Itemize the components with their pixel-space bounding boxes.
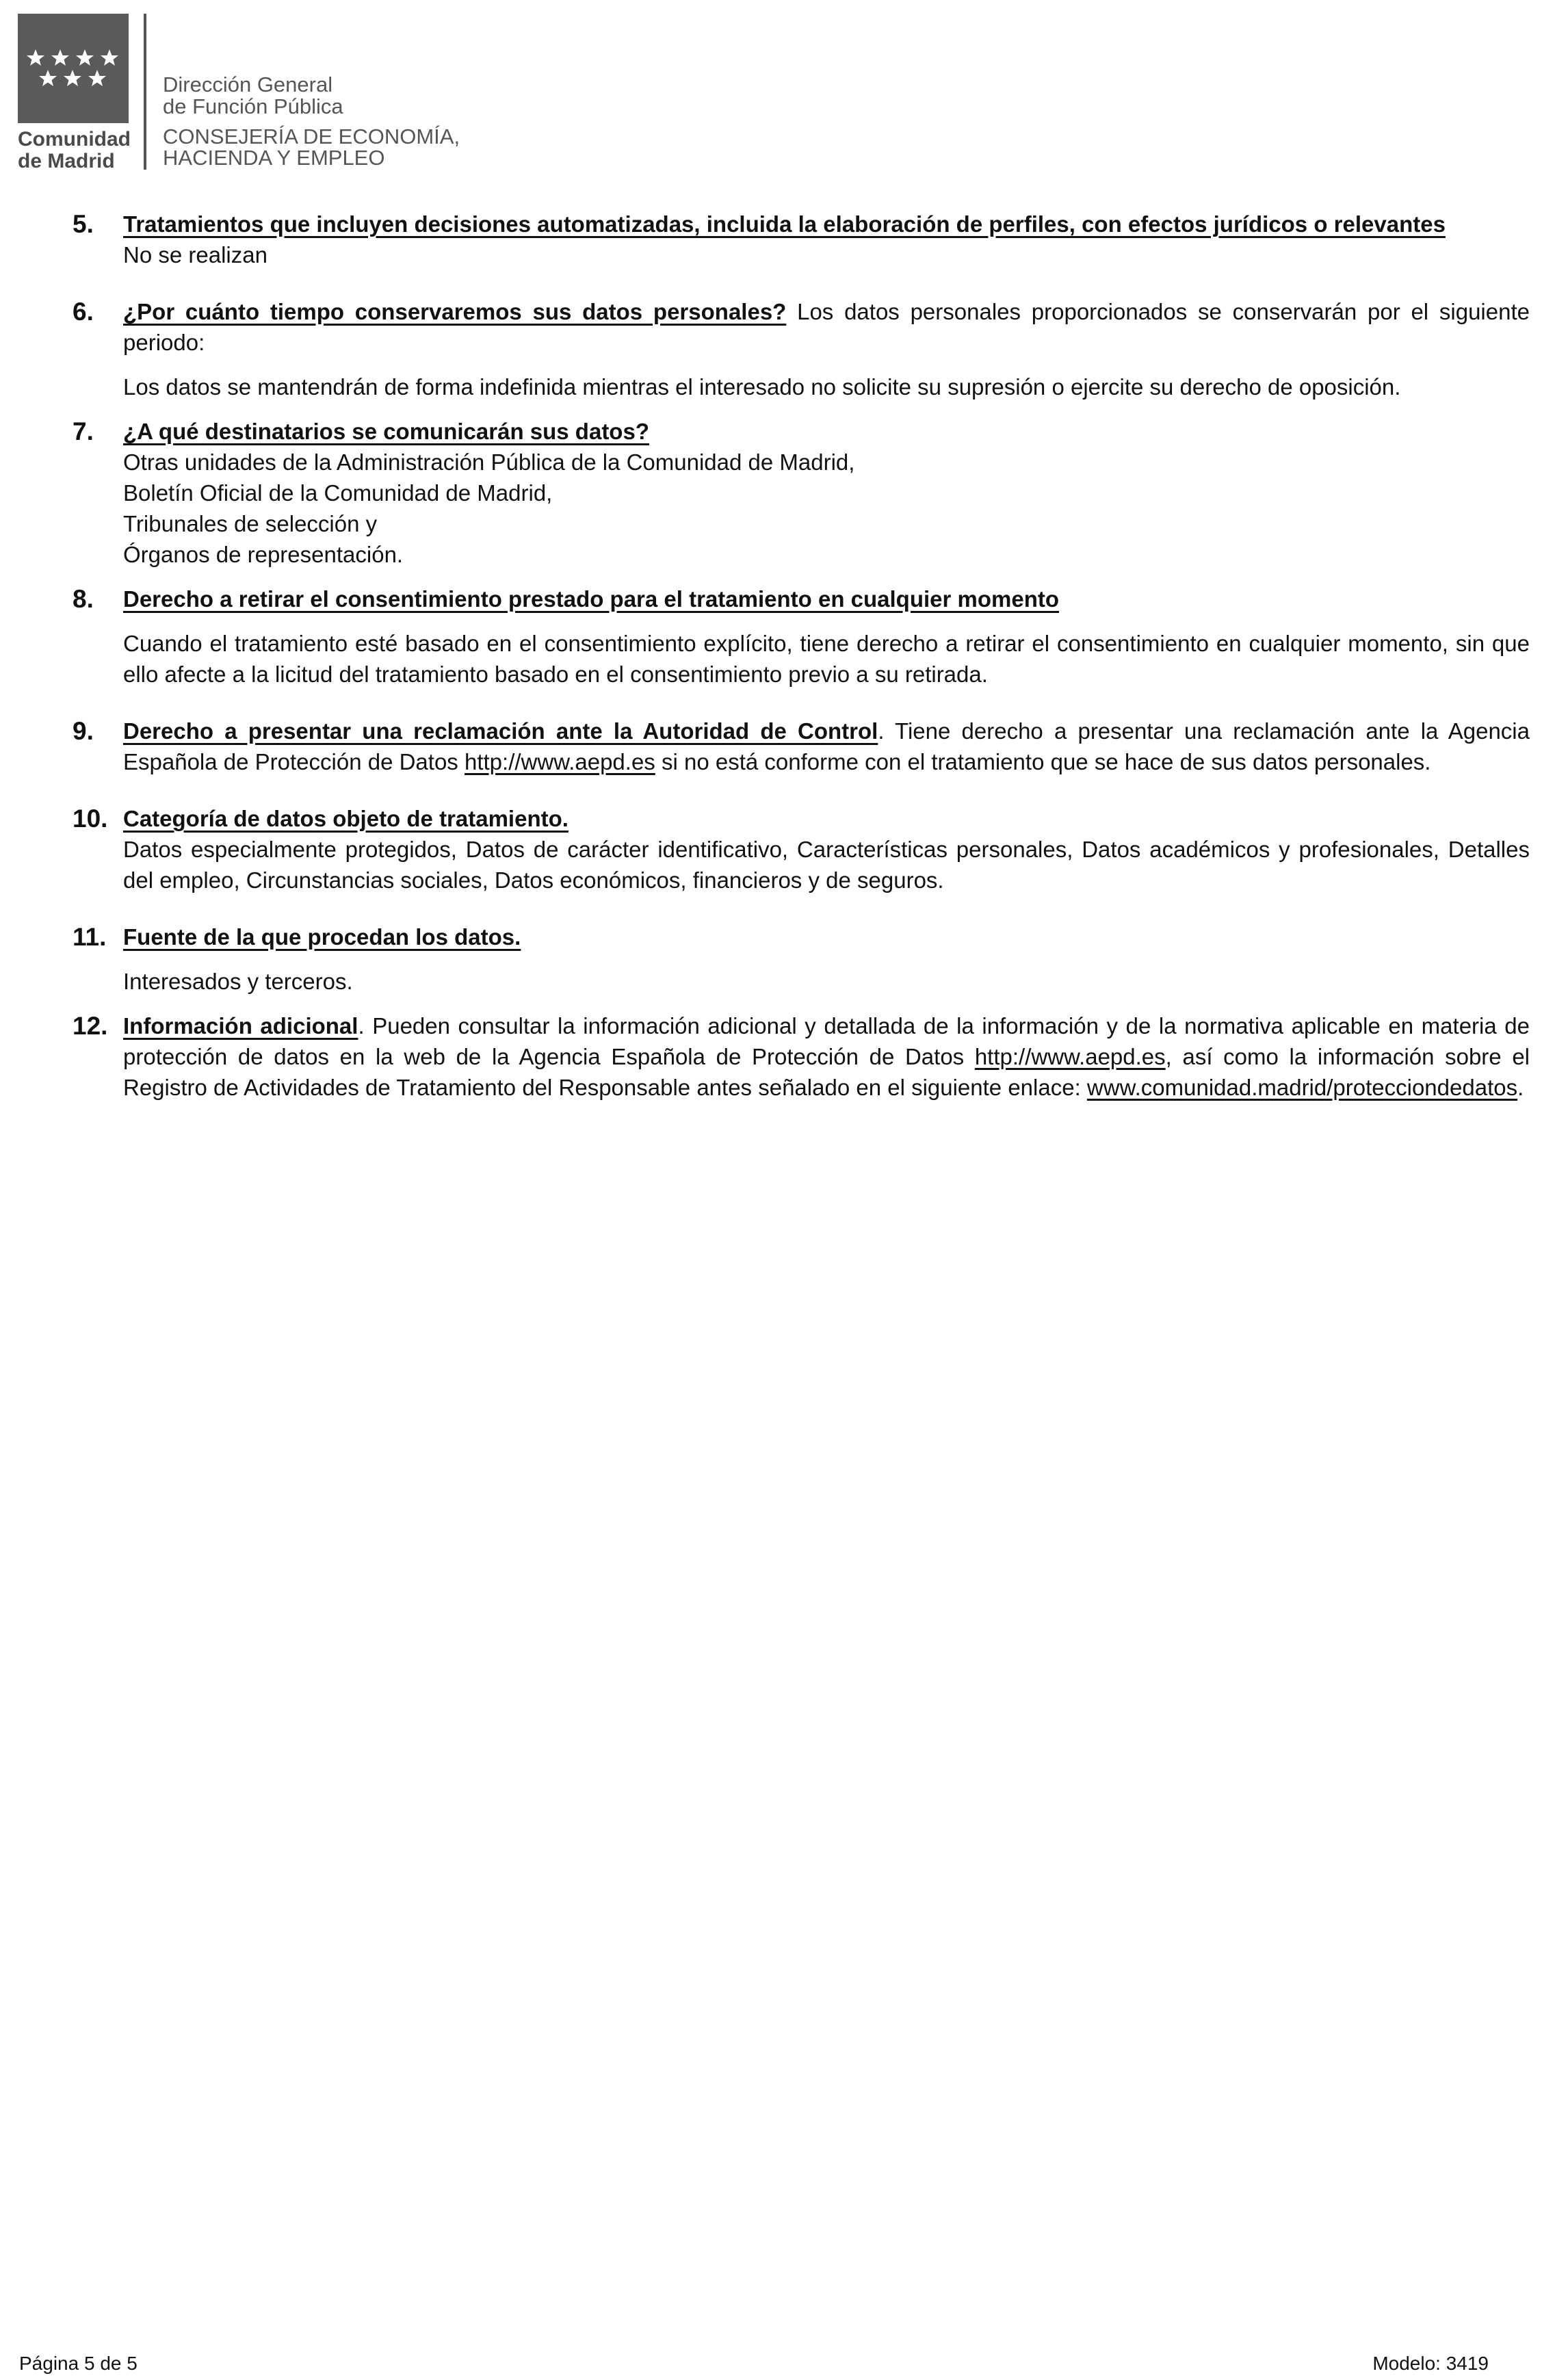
section-body: Cuando el tratamiento esté basado en el consentimiento explícito, tiene derecho a retirar el consentimiento en cualquier momento, sin que ello afecte a la licitud del tratamiento basado en el consentimiento previo a su retirada. bbox=[123, 631, 1530, 687]
section-number: 5. bbox=[73, 210, 94, 238]
logo-line-2: de Madrid bbox=[18, 150, 115, 172]
section-10 bbox=[73, 803, 1530, 896]
header-divider bbox=[144, 14, 146, 170]
aepd-link[interactable]: http://www.aepd.es bbox=[464, 749, 655, 774]
recipient-line: Tribunales de selección y bbox=[123, 511, 378, 536]
section-text: . Pueden consultar la información adicional y detallada de la información y de la normativa aplicable en materia de protección de datos en la web de la Agencia Española de Protección de Datos bbox=[123, 1013, 1530, 1069]
section-heading: Tratamientos que incluyen decisiones automatizadas, incluida la elaboración de perfiles, con efectos jurídicos o relevantes bbox=[123, 211, 1446, 237]
section-body: No se realizan bbox=[123, 242, 267, 267]
model-number: Modelo: 3419 bbox=[1372, 2353, 1489, 2374]
section-11 bbox=[73, 922, 1530, 997]
section-number: 6. bbox=[73, 298, 94, 326]
recipient-line: Boletín Oficial de la Comunidad de Madrid, bbox=[123, 480, 553, 506]
section-7 bbox=[73, 416, 1530, 570]
section-5 bbox=[73, 209, 1530, 270]
section-heading: Derecho a retirar el consentimiento prestado para el tratamiento en cualquier momento bbox=[123, 586, 1060, 612]
section-heading: ¿Por cuánto tiempo conservaremos sus datos personales? bbox=[123, 299, 787, 324]
section-9 bbox=[73, 716, 1530, 777]
section-heading: Fuente de la que procedan los datos. bbox=[123, 924, 521, 950]
section-text: . bbox=[1517, 1075, 1524, 1100]
comunidad-madrid-logo bbox=[18, 14, 129, 123]
recipient-line: Otras unidades de la Administración Pública de la Comunidad de Madrid, bbox=[123, 449, 855, 475]
section-body: Datos especialmente protegidos, Datos de carácter identificativo, Características personales, Datos académicos y profesionales, Detalles del empleo, Circunstancias sociales, Datos económicos, financieros y de seguros. bbox=[123, 837, 1530, 893]
document-body bbox=[73, 209, 1530, 1103]
consejeria-line-1: CONSEJERÍA DE ECONOMÍA, bbox=[163, 125, 460, 148]
page-number: Página 5 de 5 bbox=[19, 2353, 138, 2374]
section-text: . Tiene derecho a presentar una reclamación ante la Agencia Española de Protección de Datos bbox=[123, 718, 1530, 774]
direccion-general bbox=[163, 74, 343, 118]
consejeria bbox=[163, 126, 460, 168]
section-number: 12. bbox=[73, 1012, 108, 1040]
section-body: Interesados y terceros. bbox=[123, 969, 353, 994]
section-12 bbox=[73, 1010, 1530, 1103]
section-heading: Información adicional bbox=[123, 1013, 358, 1038]
section-number: 11. bbox=[73, 923, 107, 951]
page-header bbox=[18, 14, 497, 171]
section-heading: Derecho a presentar una reclamación ante la Autoridad de Control bbox=[123, 718, 878, 744]
section-text: si no está conforme con el tratamiento que se hace de sus datos personales. bbox=[655, 749, 1431, 774]
logo-wordmark bbox=[18, 129, 141, 172]
section-number: 9. bbox=[73, 717, 94, 745]
section-heading: Categoría de datos objeto de tratamiento. bbox=[123, 806, 569, 831]
proteccion-datos-link[interactable]: www.comunidad.madrid/protecciondedatos bbox=[1086, 1075, 1518, 1100]
consejeria-line-2: HACIENDA Y EMPLEO bbox=[163, 146, 385, 170]
seven-stars-icon bbox=[18, 14, 129, 123]
dept-line-1: Dirección General bbox=[163, 73, 333, 96]
logo-line-1: Comunidad bbox=[18, 128, 131, 151]
section-8 bbox=[73, 584, 1530, 690]
recipient-line: Órganos de representación. bbox=[123, 542, 404, 567]
section-number: 10. bbox=[73, 805, 108, 833]
dept-line-2: de Función Pública bbox=[163, 94, 343, 118]
section-intro: Los datos personales proporcionados se conservarán por el siguiente periodo: bbox=[123, 299, 1530, 355]
aepd-link[interactable]: http://www.aepd.es bbox=[974, 1044, 1166, 1069]
section-text: , así como la información sobre el Registro de Actividades de Tratamiento del Responsable antes señalado en el siguiente enlace: bbox=[123, 1044, 1530, 1100]
section-6 bbox=[73, 296, 1530, 402]
section-number: 8. bbox=[73, 585, 94, 613]
section-heading: ¿A qué destinatarios se comunicarán sus datos? bbox=[123, 419, 649, 444]
section-body: Los datos se mantendrán de forma indefinida mientras el interesado no solicite su supresión o ejercite su derecho de oposición. bbox=[123, 374, 1401, 400]
section-number: 7. bbox=[73, 417, 94, 445]
